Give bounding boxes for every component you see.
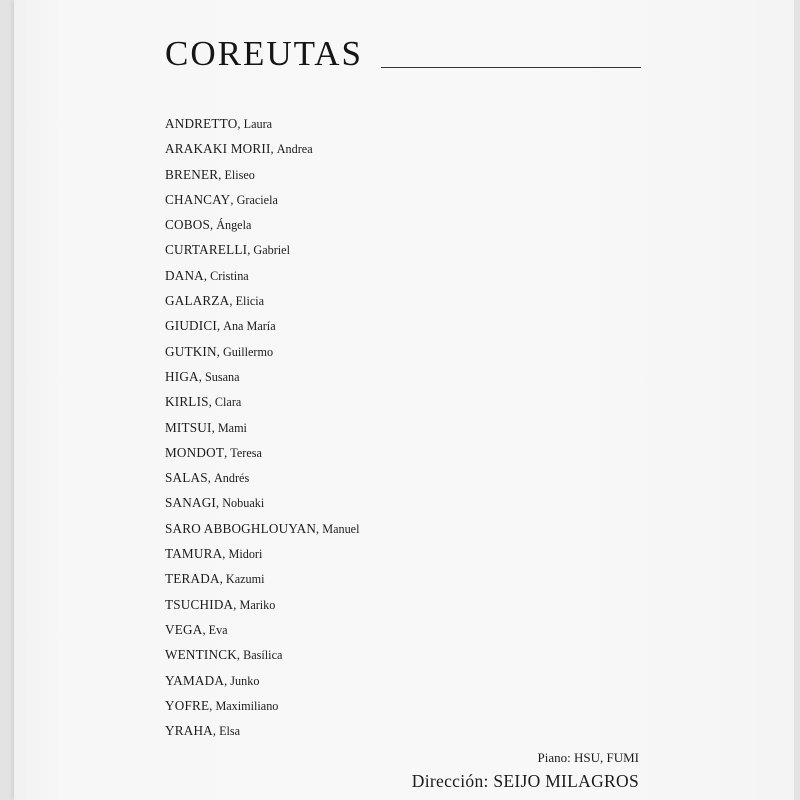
chorister-name [165,440,359,465]
chorister-given-name: Eva [208,622,228,637]
chorister-list [165,111,359,743]
chorister-surname: TERADA [165,571,220,587]
section-title: COREUTAS [165,34,363,73]
chorister-name [165,592,359,617]
chorister-given-name: Mariko [239,597,276,612]
chorister-given-name: Midori [228,547,263,562]
chorister-surname: YOFRE [165,697,210,713]
chorister-given-name: Kazumi [225,572,265,587]
name-separator: , [207,471,214,486]
chorister-name [165,111,359,136]
name-separator: , [230,192,237,207]
name-separator: , [224,445,231,460]
chorister-surname: GALARZA [165,293,230,309]
name-separator: , [209,218,217,233]
chorister-given-name: Teresa [230,445,262,460]
chorister-name [165,212,359,237]
chorister-surname: VEGA [165,621,203,637]
chorister-name [165,339,359,364]
chorister-given-name: Elsa [219,724,241,739]
chorister-surname: KIRLIS [165,394,209,410]
chorister-surname: BRENER [165,166,219,182]
chorister-surname: CURTARELLI [165,242,248,258]
chorister-given-name: Laura [243,117,273,131]
chorister-surname: TAMURA [165,546,223,562]
name-separator: , [237,117,244,131]
name-separator: , [222,547,229,562]
chorister-surname: HIGA [165,368,199,384]
name-separator: , [218,167,225,182]
chorister-given-name: Clara [214,395,242,410]
name-separator: , [229,294,236,309]
chorister-given-name: Manuel [322,521,360,536]
name-separator: , [203,268,211,283]
chorister-surname: COBOS [165,217,210,233]
chorister-given-name: Elicia [235,294,265,309]
chorister-given-name: Eliseo [224,167,255,182]
chorister-surname: GIUDICI [165,318,217,334]
program-page [14,0,794,800]
chorister-surname: ANDRETTO [165,116,238,131]
chorister-given-name: Basílica [243,648,283,663]
chorister-name [165,718,359,743]
chorister-name [165,263,359,288]
chorister-given-name: Ángela [216,218,252,233]
chorister-name [165,162,359,187]
name-separator: , [316,521,323,536]
chorister-surname: YRAHA [165,723,213,739]
chorister-given-name: Mami [217,420,247,435]
chorister-name [165,465,359,490]
chorister-name [165,642,359,667]
chorister-name [165,187,359,212]
chorister-surname: DANA [165,267,204,283]
chorister-given-name: Andrea [276,142,313,157]
chorister-surname: MONDOT [165,444,225,460]
name-separator: , [202,622,209,637]
chorister-given-name: Junko [230,673,260,688]
name-separator: , [216,496,223,511]
name-separator: , [212,724,220,739]
chorister-given-name: Guillermo [222,344,274,359]
chorister-name [165,313,359,338]
chorister-surname: SARO ABBOGHLOUYAN [165,520,317,536]
chorister-given-name: Nobuaki [222,496,265,511]
chorister-name [165,490,359,515]
chorister-surname: SANAGI [165,495,217,511]
chorister-surname: SALAS [165,470,208,486]
chorister-name [165,541,359,566]
chorister-surname: YAMADA [165,672,225,688]
chorister-name [165,617,359,642]
chorister-surname: WENTINCK [165,647,237,663]
name-separator: , [216,344,223,359]
director-credit: Dirección: SEIJO MILAGROS [411,771,639,791]
chorister-given-name: Graciela [236,192,278,207]
chorister-surname: TSUCHIDA [165,596,234,612]
chorister-surname: CHANCAY [165,191,231,207]
chorister-name [165,136,359,161]
chorister-given-name: Ana María [223,319,276,334]
name-separator: , [233,597,240,612]
chorister-name [165,668,359,693]
section-heading [165,34,641,74]
chorister-given-name: Cristina [210,268,249,283]
chorister-name [165,566,359,591]
chorister-name [165,288,359,313]
chorister-name [165,693,359,718]
name-separator: , [247,243,254,258]
piano-credit: Piano: HSU, FUMI [537,750,639,765]
chorister-surname: GUTKIN [165,343,217,359]
chorister-name [165,516,359,541]
name-separator: , [224,673,231,688]
name-separator: , [209,698,216,713]
title-underline [381,67,641,68]
chorister-name [165,415,359,440]
name-separator: , [219,572,226,587]
chorister-given-name: Susana [204,369,240,384]
name-separator: , [270,142,277,157]
chorister-given-name: Maximiliano [215,698,279,713]
chorister-given-name: Andrés [213,471,250,486]
chorister-name [165,389,359,414]
name-separator: , [208,395,215,410]
chorister-name [165,364,359,389]
chorister-surname: MITSUI [165,419,212,435]
name-separator: , [211,420,218,435]
chorister-surname: ARAKAKI MORII [165,141,271,157]
chorister-name [165,237,359,262]
name-separator: , [236,648,244,663]
chorister-given-name: Gabriel [253,243,290,258]
name-separator: , [216,319,224,334]
name-separator: , [198,369,205,384]
